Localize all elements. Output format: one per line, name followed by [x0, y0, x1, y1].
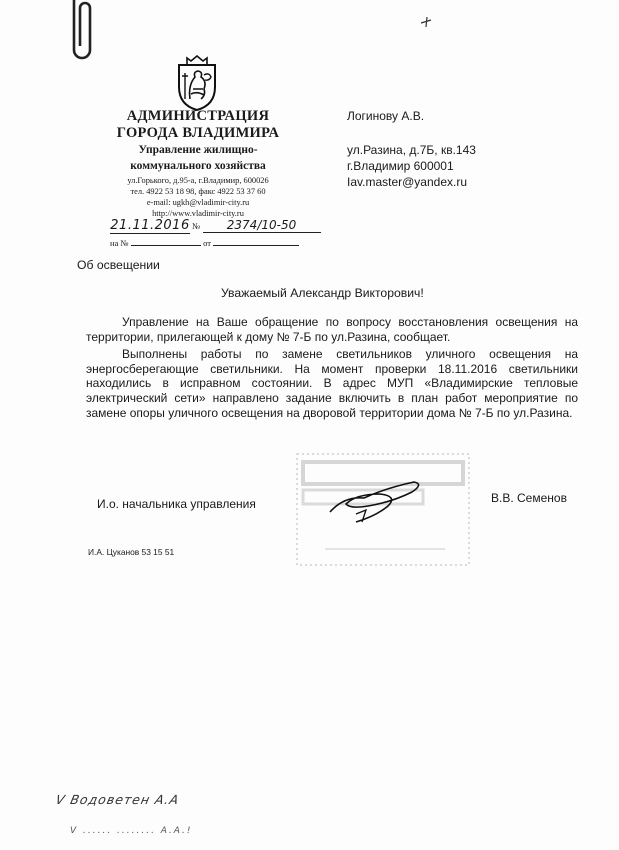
recipient-address-line1: ул.Разина, д.7Б, кв.143 — [347, 143, 476, 157]
signature — [326, 476, 426, 526]
org-website: http://www.vladimir-city.ru — [152, 209, 244, 218]
body-paragraph: Выполнены работы по замене светильников уличного освещения на энергосберегающие светильники. На момент проверки 18.11.2016 светильники находились в исправном состоянии. В адрес МУП «Владимирские тепловые электрический сети» направлено задание включить в план работ мероприятие по замене опоры уличного освещения на дворовой территории дома № 7-Б по ул.Разина. — [86, 347, 578, 420]
org-email: e-mail: ugkh@vladimir-city.ru — [146, 198, 250, 207]
recipient-address-line2: г.Владимир 600001 — [347, 159, 454, 173]
signer-title: И.о. начальника управления — [97, 497, 256, 511]
recipient-block — [347, 108, 476, 190]
dept-name-line1: Управление жилищно- — [138, 144, 258, 156]
handwritten-note: V Водоветен А.А — [54, 792, 181, 807]
handwritten-note-2: V ...... ........ А.А.! — [70, 826, 193, 836]
org-name-line2: ГОРОДА ВЛАДИМИРА — [116, 125, 280, 141]
letter-subject: Об освещении — [77, 258, 160, 272]
org-name-line1: АДМИНИСТРАЦИЯ — [126, 108, 270, 124]
paperclip-icon — [64, 0, 104, 66]
letterhead — [100, 108, 296, 219]
recipient-email: Iav.master@yandex.ru — [347, 175, 468, 189]
registration-number: 2374/10-50 — [226, 218, 297, 232]
corner-mark-icon — [418, 14, 434, 30]
signer-name: В.В. Семенов — [491, 491, 567, 505]
registration-number-prefix: № — [192, 221, 201, 231]
coat-of-arms-icon — [173, 55, 221, 111]
executor-contact: И.А. Цуканов 53 15 51 — [88, 547, 175, 557]
letter-body — [86, 315, 578, 423]
org-phones: тел. 4922 53 18 98, факс 4922 53 37 60 — [130, 187, 266, 196]
reference-number-prefix: на № — [110, 238, 129, 248]
org-address: ул.Горького, д.95-а, г.Владимир, 600026 — [127, 176, 269, 185]
recipient-name: Логинову А.В. — [347, 109, 425, 123]
registration-line — [110, 218, 321, 234]
registration-date: 21.11.2016 — [110, 218, 190, 233]
letter-salutation: Уважаемый Александр Викторович! — [221, 286, 424, 300]
dept-name-line2: коммунального хозяйства — [130, 159, 266, 172]
reference-line — [110, 238, 299, 248]
reference-from-label: от — [203, 238, 212, 248]
body-paragraph: Управление на Ваше обращение по вопросу восстановления освещения на территории, прилегающей к дому № 7-Б по ул.Разина, сообщает. — [86, 315, 578, 344]
